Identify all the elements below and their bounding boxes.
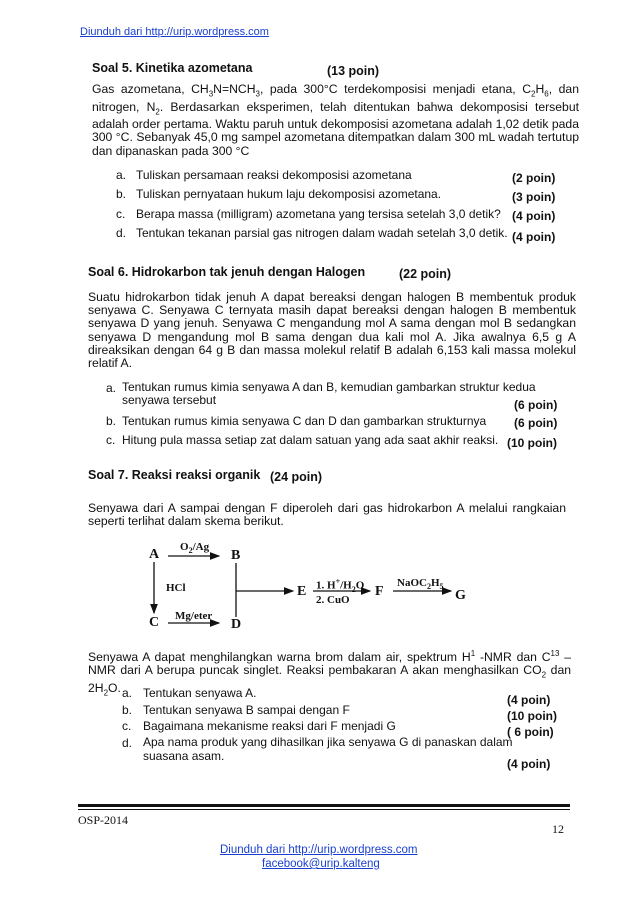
soal7-q-b-label: b. xyxy=(122,703,133,717)
footer-rule-thin xyxy=(78,809,570,810)
soal6-q-b-points: (6 poin) xyxy=(514,416,558,430)
soal6-q-a-points: (6 poin) xyxy=(514,398,558,412)
soal5-points: (13 poin) xyxy=(327,64,380,78)
soal6-q-c-text: Hitung pula massa setiap zat dalam satuan yang ada saat akhir reaksi. xyxy=(122,433,499,447)
soal5-q-c-text: Berapa massa (milligram) azometana yang tersisa setelah 3,0 detik? xyxy=(136,207,501,221)
compound-a: A xyxy=(149,547,160,562)
soal7-q-b-text: Tentukan senyawa B sampai dengan F xyxy=(143,703,350,717)
soal7-q-c-points: ( 6 poin) xyxy=(507,725,554,739)
soal5-q-b-text: Tuliskan pernyataan hukum laju dekomposisi azometana. xyxy=(136,187,442,201)
compound-g: G xyxy=(455,588,466,603)
soal7-q-a-label: a. xyxy=(122,686,133,700)
reagent-naoc2h5: $NaOC_2H_5$ xyxy=(397,577,444,592)
compound-b: B xyxy=(231,548,241,563)
reagent-step2: 2. CuO xyxy=(316,594,350,606)
soal5-q-b-label: b. xyxy=(116,187,127,201)
reagent-o2-ag: $O_2/Ag$ xyxy=(180,541,210,556)
soal7-q-d-points: (4 poin) xyxy=(507,757,551,771)
soal6-q-c-label: c. xyxy=(106,433,116,447)
soal7-title: Soal 7. Reaksi reaksi organik xyxy=(88,468,261,482)
soal7-q-c-label: c. xyxy=(122,719,132,733)
soal7-q-b-points: (10 poin) xyxy=(507,709,557,723)
soal6-q-b-text: Tentukan rumus kimia senyawa C dan D dan gambarkan strukturnya xyxy=(122,414,487,428)
footer-exam-label: OSP-2014 xyxy=(78,813,129,827)
soal6-title: Soal 6. Hidrokarbon tak jenuh dengan Halogen xyxy=(88,265,366,279)
reagent-hcl: HCl xyxy=(166,582,186,594)
footer-source-link[interactable]: Diunduh dari http://urip.wordpress.com xyxy=(220,844,418,856)
compound-f: F xyxy=(375,584,384,599)
reaction-scheme xyxy=(135,535,495,640)
soal7-q-d-text: Apa nama produk yang dihasilkan jika senyawa G di panaskan dalam suasana asam. xyxy=(143,735,513,763)
soal6-q-c-points: (10 poin) xyxy=(507,436,557,450)
soal6-q-b-label: b. xyxy=(106,414,117,428)
soal5-q-a-label: a. xyxy=(116,168,127,182)
soal5-q-c-label: c. xyxy=(116,207,126,221)
soal6-points: (22 poin) xyxy=(399,267,452,281)
soal7-points: (24 poin) xyxy=(270,470,323,484)
compound-e: E xyxy=(297,584,307,599)
reagent-mg-eter: Mg/eter xyxy=(175,610,213,622)
soal6-q-a-text: Tentukan rumus kimia senyawa A dan B, kemudian gambarkan struktur kedua senyawa tersebut xyxy=(122,380,536,407)
soal7-q-a-text: Tentukan senyawa A. xyxy=(143,686,257,700)
soal5-title: Soal 5. Kinetika azometana xyxy=(92,61,253,75)
header-source-link[interactable]: Diunduh dari http://urip.wordpress.com xyxy=(80,26,269,38)
soal5-q-d-label: d. xyxy=(116,226,127,240)
compound-c: C xyxy=(149,615,160,630)
soal5-q-c-points: (4 poin) xyxy=(512,209,556,223)
soal5-q-d-points: (4 poin) xyxy=(512,230,556,244)
soal6-q-a-label: a. xyxy=(106,381,117,395)
soal5-q-a-text: Tuliskan persamaan reaksi dekomposisi azometana xyxy=(136,168,412,182)
soal7-q-a-points: (4 poin) xyxy=(507,693,551,707)
compound-d: D xyxy=(231,617,242,632)
soal5-q-b-points: (3 poin) xyxy=(512,190,556,204)
soal5-q-a-points: (2 poin) xyxy=(512,171,556,185)
soal5-paragraph: Gas azometana, $CH_3N=NCH_3$, pada 300°C terdekomposisi menjadi etana, $C_2H_6$, dan nitrogen, $N_2$. Berdasarkan eksperimen, telah ditentukan bahwa dekomposisi tersebut adalah order pertama. Waktu paruh untuk dekomposisi azometana adalah 1,02 detik pada 300 °C. Sebanyak 45,0 mg sampel azometana ditempatkan dalam 300 mL wadah tertutup dan dipanaskan pada 300 °C xyxy=(92,82,579,158)
soal5-q-d-text: Tentukan tekanan parsial gas nitrogen dalam wadah setelah 3,0 detik. xyxy=(136,226,508,240)
footer-rule-thick xyxy=(78,804,570,807)
footer-facebook-link[interactable]: facebook@urip.kalteng xyxy=(262,858,380,870)
soal7-intro: Senyawa dari A sampai dengan F diperoleh dari gas hidrokarbon A melalui rangkaian seperti terlihat dalam skema berikut. xyxy=(88,501,566,529)
soal7-q-d-label: d. xyxy=(122,736,133,750)
page-number: 12 xyxy=(552,822,564,836)
soal7-paragraph: Senyawa A dapat menghilangkan warna brom dalam air, spektrum $H^1$ -NMR dan $C^{13}$ –NMR dari A berupa puncak singlet. Reaksi pembakaran A akan menghasilkan $CO_2$ dan $2H_2O$. xyxy=(88,649,572,698)
soal6-paragraph: Suatu hidrokarbon tidak jenuh A dapat bereaksi dengan halogen B membentuk produk senyawa C. Senyawa C ternyata masih dapat bereaksi dengan halogen B membentuk senyawa D yang jenuh. Senyawa C mengandung mol A sama dengan mol B sedangkan senyawa D mengandung mol B sama dengan dua kali mol A. Jika awalnya 6,5 g A direaksikan dengan 64 g B dan massa molekul relatif B adalah 6,153 kali massa molekul relatif A. xyxy=(88,290,576,371)
soal7-q-c-text: Bagaimana mekanisme reaksi dari F menjadi G xyxy=(143,719,396,733)
reagent-step1: 1. $H^+/H_2O$ xyxy=(316,577,365,594)
